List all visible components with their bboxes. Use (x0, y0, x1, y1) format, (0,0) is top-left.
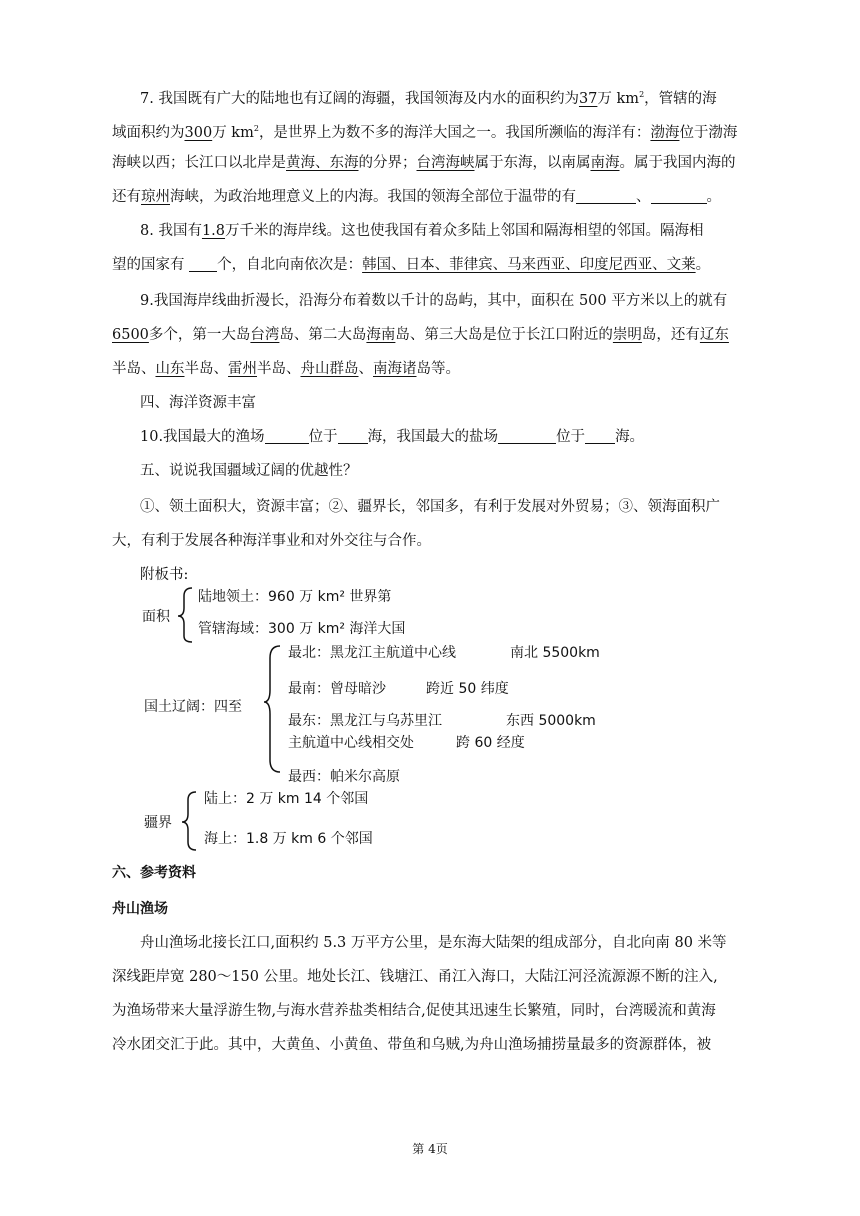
q7-line-3: 海峡以西；长江口以北岸是黄海、东海的分界；台湾海峡属于东海，以南属南海。属于我国内海的 (112, 155, 736, 171)
section-6-line-1: 舟山渔场北接长江口,面积约 5.3 万平方公里，是东海大陆架的组成部分，自北向南 80 米等 (140, 935, 727, 951)
section-5-heading: 五、说说我国疆域辽阔的优越性？ (140, 463, 358, 479)
section-6-line-2: 深线距岸宽 280～150 公里。地处长江、钱塘江、甬江入海口，大陆江河泾流源源不断的注入, (112, 969, 718, 985)
brace-border (182, 792, 196, 850)
east-point-1: 最东：黑龙江与乌苏里江 (288, 713, 442, 729)
section-6-subtitle: 舟山渔场 (112, 901, 168, 917)
area-label: 面积 (142, 609, 170, 625)
q8-line-2: 望的国家有 个，自北向南依次是：韩国、日本、菲律宾、马来西亚、印度尼西亚、文莱。 (112, 257, 711, 273)
section-5-line-2: 大，有利于发展各种海洋事业和对外交往与合作。 (112, 533, 431, 549)
answer-blank[interactable] (585, 429, 615, 445)
q7-line-1: 7. 我国既有广大的陆地也有辽阔的海疆，我国领海及内水的面积约为37万 $km^2$，管辖的海 (140, 90, 717, 107)
answer-blank[interactable] (265, 429, 309, 445)
brace-extremes (264, 646, 280, 772)
q7-line-2: 域面积约为300万 $km^2$，是世界上为数不多的海洋大国之一。我国所濒临的海洋有：渤海位于渤海 (112, 124, 738, 141)
blackboard-outline (140, 582, 660, 862)
q10-line: 10.我国最大的渔场 位于 海，我国最大的盐场 位于 海。 (140, 429, 645, 445)
q9-line-2: 6500多个，第一大岛台湾岛、第二大岛海南岛、第三大岛是位于长江口附近的崇明岛，还有辽东 (112, 327, 729, 343)
section-5-line-1: ①、领土面积大，资源丰富；②、疆界长，邻国多，有利于发展对外贸易；③、领海面积广 (140, 499, 720, 515)
west-point: 最西：帕米尔高原 (288, 769, 400, 785)
south-point: 最南：曾母暗沙 (288, 681, 386, 697)
answer-blank[interactable] (189, 257, 217, 273)
board-title: 附板书: (140, 567, 189, 583)
brace-area (178, 588, 192, 642)
q7-line-4: 还有琼州海峡，为政治地理意义上的内海。我国的领海全部位于温带的有 、 。 (112, 189, 721, 205)
section-6-heading: 六、参考资料 (112, 865, 196, 881)
land-area: 陆地领土：960 万 km² 世界第 (198, 589, 392, 605)
answer-blank[interactable] (338, 429, 368, 445)
sea-area: 管辖海域：300 万 km² 海洋大国 (198, 621, 406, 637)
answer-blank[interactable] (576, 189, 636, 205)
east-west-span: 东西 5000km (506, 713, 596, 729)
answer-blank[interactable] (498, 429, 556, 445)
answer-blank[interactable] (651, 189, 707, 205)
land-border: 陆上：2 万 km 14 个邻国 (204, 791, 369, 807)
q9-line-1: 9.我国海岸线曲折漫长，沿海分布着数以千计的岛屿，其中，面积在 500 平方米以上的就有 (140, 293, 728, 309)
longitude-span: 跨 60 经度 (456, 735, 525, 751)
q8-line-1: 8. 我国有1.8万千米的海岸线。这也使我国有着众多陆上邻国和隔海相望的邻国。隔海相 (140, 223, 704, 239)
latitude-span: 跨近 50 纬度 (426, 681, 509, 697)
page-number: 第 4页 (412, 1142, 448, 1156)
section-6-line-3: 为渔场带来大量浮游生物,与海水营养盐类相结合,促使其迅速生长繁殖，同时，台湾暖流和黄海 (112, 1003, 716, 1019)
border-label: 疆界 (144, 815, 172, 831)
north-south-span: 南北 5500km (510, 645, 600, 661)
north-point: 最北：黑龙江主航道中心线 (288, 645, 456, 661)
section-4-heading: 四、海洋资源丰富 (140, 395, 256, 411)
section-6-line-4: 冷水团交汇于此。其中，大黄鱼、小黄鱼、带鱼和乌贼,为舟山渔场捕捞量最多的资源群体，被 (112, 1037, 712, 1053)
sea-border: 海上：1.8 万 km 6 个邻国 (204, 831, 373, 847)
east-point-2: 主航道中心线相交处 (288, 735, 414, 751)
vast-label: 国土辽阔：四至 (144, 699, 242, 715)
q9-line-3: 半岛、山东半岛、雷州半岛、舟山群岛、南海诸岛等。 (112, 361, 460, 377)
